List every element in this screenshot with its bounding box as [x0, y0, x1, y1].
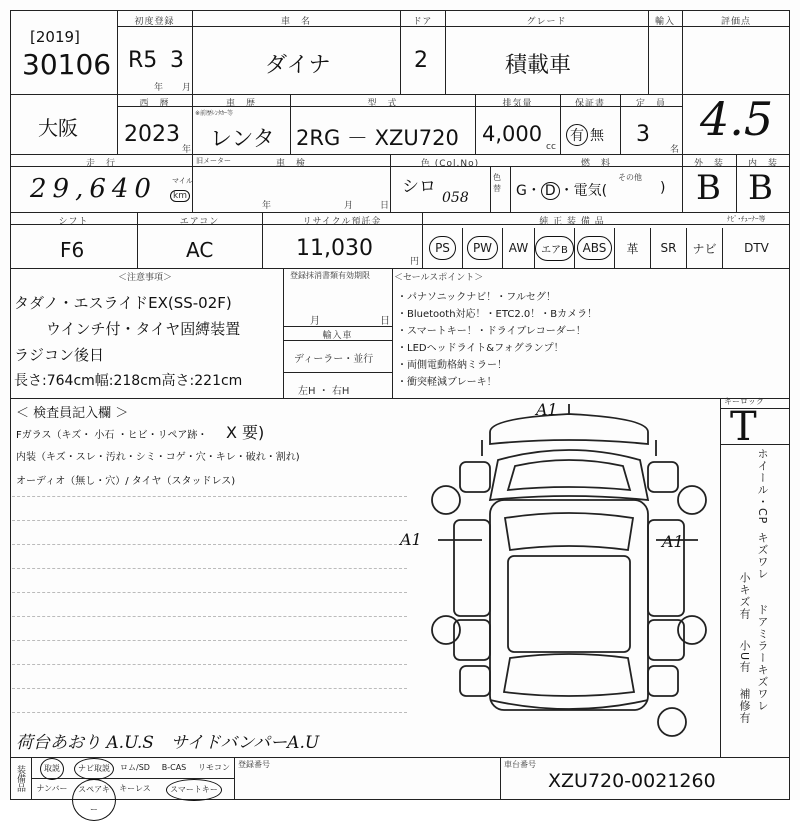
history: レンタ: [210, 127, 275, 152]
inspector-label: ＜ 検査員記入欄 ＞: [16, 406, 129, 421]
equip-pw-value: PW: [467, 236, 498, 260]
car-name: ダイナ: [265, 53, 331, 78]
history-label: 車 歴: [225, 99, 256, 109]
equip-leather: [614, 228, 650, 268]
recycle-label: リサイクル預託金: [302, 217, 382, 227]
deadline-day: 日: [380, 316, 390, 327]
car-name-label: 車 名: [280, 17, 311, 27]
keylock-label: キーロック: [724, 397, 764, 406]
equip-item-manual-text: 取説: [40, 758, 64, 780]
dash-line: [12, 568, 407, 569]
door-label: ドア: [412, 17, 433, 27]
grade-label: グレード: [526, 17, 567, 27]
inspection-label: 車 検: [275, 159, 306, 169]
car-body-diagram: [420, 400, 718, 755]
equip-abs: [574, 228, 614, 268]
warranty-label: 保証書: [574, 99, 605, 109]
exterior-label: 外 装: [693, 159, 724, 169]
side-small-u: 小U有: [738, 640, 751, 674]
dash-line: [12, 544, 407, 545]
displacement-label: 排気量: [502, 99, 533, 109]
equip-item-keyless: キーレス: [119, 784, 151, 793]
equip-dtv: [722, 228, 790, 268]
interior-grade: B: [748, 168, 773, 208]
equip-item-navi-manual-text: ナビ取説: [74, 758, 114, 780]
import-dealer: ディーラー・並行: [294, 354, 374, 365]
mileage-label: 走 行: [85, 159, 116, 169]
dash-line: [12, 712, 407, 713]
history-note: ※前歴ﾚﾝﾀｶｰ等: [195, 110, 234, 117]
dash-line: [12, 688, 407, 689]
mile-label: マイル: [172, 177, 193, 185]
import-car-label: 輸入車: [322, 331, 353, 341]
equip-item-smart-key-text: スマートキー: [166, 779, 222, 801]
equip-aw-value: AW: [508, 241, 529, 255]
equip-leather-value: 革: [626, 241, 639, 256]
navi-label: ﾅﾋﾞ･ﾁｭｰﾅｰ等: [727, 215, 766, 223]
equipment-label: 純 正 装 備 品: [539, 217, 605, 227]
fuel-label: 燃 料: [580, 159, 611, 169]
color-label: 色 (Col.No): [420, 159, 480, 169]
sales-point: ・衝突軽減ブレーキ！: [397, 377, 497, 388]
side-wheel-cp: ホイール・CP: [756, 448, 769, 525]
dash-line: [12, 640, 407, 641]
interior-note: 内装（キズ・スレ・汚れ・シミ・コゲ・穴・キレ・破れ・割れ): [16, 452, 300, 463]
score-label: 評価点: [720, 17, 751, 27]
grade: 積載車: [505, 53, 572, 78]
glass-note: Fガラス（キズ・ 小石 ・ヒビ・リペア跡・: [16, 430, 208, 441]
fuel-electric: 電気(: [573, 183, 608, 199]
first-reg-label: 初度登録: [134, 17, 175, 27]
col-divider: [490, 166, 491, 212]
equip-airbag: [534, 228, 574, 268]
fuel-other: その他: [618, 173, 642, 182]
equip-dtv-value: DTV: [744, 241, 769, 255]
row-divider: [10, 268, 790, 269]
fuel-close: ): [660, 180, 666, 196]
equip-navi-value: ナビ: [692, 241, 717, 256]
col-divider: [500, 757, 501, 800]
year-unit: 年: [154, 83, 164, 93]
damage-mark-right: A1: [662, 532, 684, 551]
deadline-divider: [283, 326, 392, 327]
fuel-d: D: [541, 182, 560, 200]
yen-unit: 円: [410, 257, 420, 267]
warranty-no: 無: [590, 128, 604, 144]
sales-point: ・LEDヘッドライト&フォグランプ！: [397, 343, 564, 354]
year-label: 西 暦: [139, 99, 170, 109]
month-unit: 月: [182, 83, 192, 93]
equip-item-navi-manual: [72, 758, 116, 778]
km-label: km: [170, 190, 190, 202]
capacity-unit: 名: [670, 145, 680, 155]
col-divider: [682, 10, 683, 212]
fuel: G・ D ・電気(: [516, 183, 608, 199]
col-divider: [392, 268, 393, 398]
equip-ps-value: PS: [429, 236, 456, 260]
year-unit: 年: [182, 145, 192, 155]
col-divider: [234, 757, 235, 800]
color-change-label: 色替: [493, 173, 501, 193]
first-reg-month: 3: [170, 48, 184, 73]
equip-item-smart-key: [154, 779, 234, 799]
deadline-divider: [283, 372, 392, 373]
ac: AC: [186, 238, 214, 262]
notes-label: ＜注意事項＞: [118, 273, 173, 283]
insp-month-unit: 月: [344, 201, 354, 211]
col-divider: [510, 166, 511, 212]
color: シロ: [402, 177, 436, 197]
shift-label: シフト: [58, 217, 89, 227]
displacement: 4,000: [482, 122, 543, 146]
ac-label: エアコン: [179, 217, 220, 227]
insp-year-unit: 年: [262, 201, 272, 211]
region: 大阪: [38, 116, 78, 140]
warranty: [566, 124, 604, 146]
sales-label: ＜セールスポイント＞: [394, 273, 484, 283]
equip-item-remote: リモコン: [198, 763, 230, 772]
capacity: 3: [636, 122, 650, 147]
keylock-value: T: [730, 404, 757, 450]
interior-label: 内 装: [747, 159, 778, 169]
audio-tire-note: オーディオ（無し・穴）/ タイヤ（スタッドレス): [16, 476, 236, 487]
equip-item-rom: ロム/SD: [120, 763, 150, 772]
equip-sr: [650, 228, 686, 268]
keylock-divider: [720, 444, 790, 445]
equip-pw: [462, 228, 502, 268]
color-number: 058: [442, 190, 469, 206]
doors: 2: [414, 48, 428, 73]
equip-item-spare-key-text: スペアキー: [72, 779, 116, 821]
model-year: 2023: [124, 122, 180, 147]
lot-number: 30106: [22, 48, 112, 81]
row-divider: [10, 212, 790, 213]
equip-item-manual: [32, 758, 72, 778]
evaluation-score: 4.5: [700, 92, 774, 146]
col-divider: [720, 398, 721, 757]
recycle-fee: 11,030: [296, 236, 373, 261]
chassis-number: XZU720-0021260: [548, 770, 716, 792]
model-code: 2RG － XZU720: [296, 126, 459, 150]
damage-mark-left: A1: [400, 530, 422, 549]
equip-navi: [686, 228, 722, 268]
dash-line: [12, 520, 407, 521]
warranty-yes: 有: [566, 124, 588, 146]
lot-year: [2019]: [30, 28, 80, 46]
row-divider: [10, 94, 790, 95]
equip-sr-value: SR: [660, 241, 677, 255]
deadline-divider: [283, 340, 392, 341]
note-line: ラジコン後日: [14, 346, 105, 364]
deadline-label: 登録抹消書類有効期限: [290, 271, 370, 280]
note-line: タダノ・エスライドEX(SS-02F): [14, 294, 232, 312]
sales-point: ・Bluetooth対応！・ETC2.0！・Bカメラ！: [397, 309, 598, 320]
capacity-label: 定 員: [635, 99, 666, 109]
sales-point: ・パナソニックナビ！・フルセグ！: [397, 292, 556, 303]
sales-point: ・両側電動格納ミラー！: [397, 360, 507, 371]
equip-items-row-1: [32, 758, 234, 778]
equip-items-label: 装備品: [10, 757, 32, 799]
side-small-scratch: 小キズ有: [738, 572, 751, 620]
equip-item-bcas: B-CAS: [161, 763, 187, 772]
chassis-number-label: 車台番号: [504, 760, 536, 769]
dash-line: [12, 592, 407, 593]
equip-items-row-2: [32, 779, 234, 814]
handle-side: 左H ・ 右H: [298, 386, 350, 397]
cc-unit: cc: [546, 142, 556, 152]
first-reg-era: R5: [128, 48, 158, 73]
sales-point: ・スマートキー！・ドライブレコーダー！: [397, 326, 586, 337]
dash-line: [12, 664, 407, 665]
equip-item-spare-key: [72, 779, 116, 814]
model-label: 型 式: [367, 99, 398, 109]
shift: F6: [60, 238, 85, 262]
mileage: 29,640: [30, 174, 157, 204]
side-scratch: キズワレ: [756, 532, 769, 580]
handwritten-note: 荷台あおり A.U.S サイドバンパーA.U: [16, 733, 320, 753]
equip-aw: [502, 228, 534, 268]
note-line: ウインチ付・タイヤ固縛装置: [46, 320, 241, 338]
section-divider: [10, 398, 790, 399]
glass-mark: X 要): [226, 423, 265, 442]
damage-mark-top: A1: [536, 400, 558, 419]
equip-abs-value: ABS: [577, 236, 613, 260]
fuel-g: G: [516, 183, 527, 199]
equip-airbag-value: エアB: [535, 236, 574, 261]
old-meter-label: 旧メーター: [196, 157, 231, 165]
dash-line: [12, 616, 407, 617]
deadline-month: 月: [310, 316, 320, 327]
side-door-mirror: ドアミラーキズワレ: [756, 604, 769, 712]
dash-line: [12, 496, 407, 497]
side-repair: 補修有: [738, 688, 751, 724]
equip-item-plate: ナンバー: [36, 784, 68, 793]
import-label: 輸入: [654, 17, 675, 27]
insp-day-unit: 日: [380, 201, 390, 211]
equip-ps: [422, 228, 462, 268]
registration-number-label: 登録番号: [238, 760, 270, 769]
note-line: 長さ:764cm幅:218cm高さ:221cm: [14, 373, 243, 389]
exterior-grade: B: [696, 168, 721, 208]
